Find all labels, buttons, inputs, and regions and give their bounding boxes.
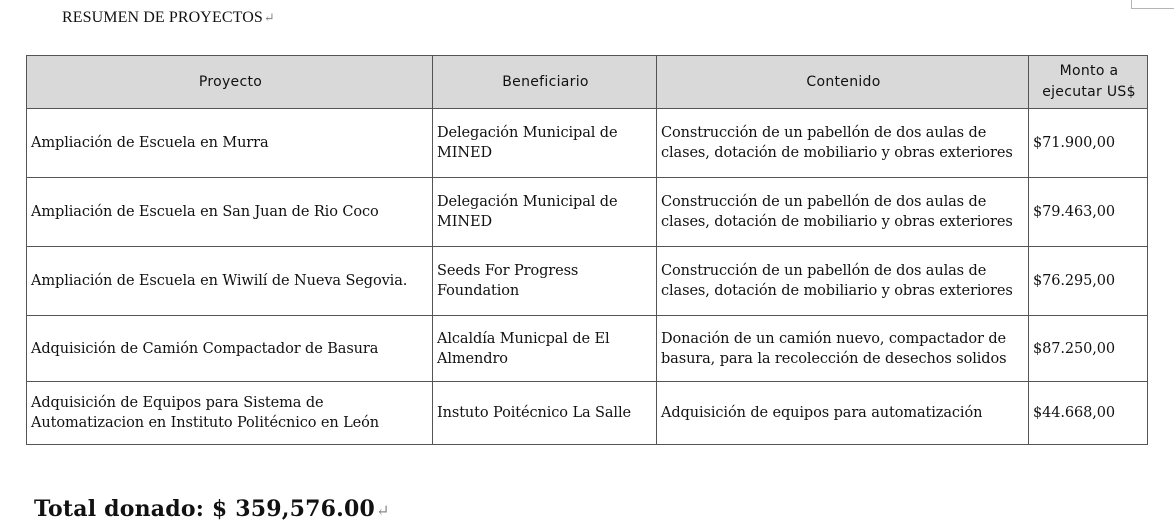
table-row (27, 178, 1148, 247)
section-title (62, 9, 275, 27)
cell-amount: $71.900,00 (1029, 109, 1148, 178)
cell-amount: $44.668,00 (1029, 382, 1148, 445)
cell-content: Adquisición de equipos para automatización (657, 382, 1029, 445)
cell-amount: $79.463,00 (1029, 178, 1148, 247)
table-header-row (27, 56, 1148, 109)
cell-content: Construcción de un pabellón de dos aulas de clases, dotación de mobiliario y obras exteriores (657, 178, 1029, 247)
cell-beneficiary: Instuto Poitécnico La Salle (433, 382, 657, 445)
paragraph-mark-icon: ↵ (263, 10, 275, 25)
table-row (27, 109, 1148, 178)
total-donated-text: Total donado: $ 359,576.00 (34, 496, 376, 522)
header-beneficiary: Beneficiario (433, 56, 657, 109)
cell-beneficiary: Delegación Municipal de MINED (433, 178, 657, 247)
table-row (27, 316, 1148, 382)
table-row (27, 382, 1148, 445)
cell-beneficiary: Seeds For Progress Foundation (433, 247, 657, 316)
header-project: Proyecto (27, 56, 433, 109)
header-content: Contenido (657, 56, 1029, 109)
cell-content: Construcción de un pabellón de dos aulas de clases, dotación de mobiliario y obras exteriores (657, 247, 1029, 316)
page-corner-mark (1131, 0, 1174, 9)
cell-beneficiary: Alcaldía Municpal de El Almendro (433, 316, 657, 382)
cell-content: Construcción de un pabellón de dos aulas de clases, dotación de mobiliario y obras exteriores (657, 109, 1029, 178)
paragraph-mark-icon: ↵ (376, 501, 390, 520)
cell-beneficiary: Delegación Municipal de MINED (433, 109, 657, 178)
cell-amount: $87.250,00 (1029, 316, 1148, 382)
projects-table (26, 55, 1148, 445)
cell-content: Donación de un camión nuevo, compactador de basura, para la recolección de desechos solidos (657, 316, 1029, 382)
cell-project: Adquisición de Equipos para Sistema de Automatizacion en Instituto Politécnico en León (27, 382, 433, 445)
cell-project: Ampliación de Escuela en Murra (27, 109, 433, 178)
section-title-text: RESUMEN DE PROYECTOS (62, 9, 263, 26)
cell-amount: $76.295,00 (1029, 247, 1148, 316)
cell-project: Ampliación de Escuela en Wiwilí de Nueva Segovia. (27, 247, 433, 316)
total-donated (34, 496, 390, 522)
cell-project: Adquisición de Camión Compactador de Basura (27, 316, 433, 382)
header-amount: Monto a ejecutar US$ (1029, 56, 1148, 109)
table-row (27, 247, 1148, 316)
cell-project: Ampliación de Escuela en San Juan de Rio Coco (27, 178, 433, 247)
